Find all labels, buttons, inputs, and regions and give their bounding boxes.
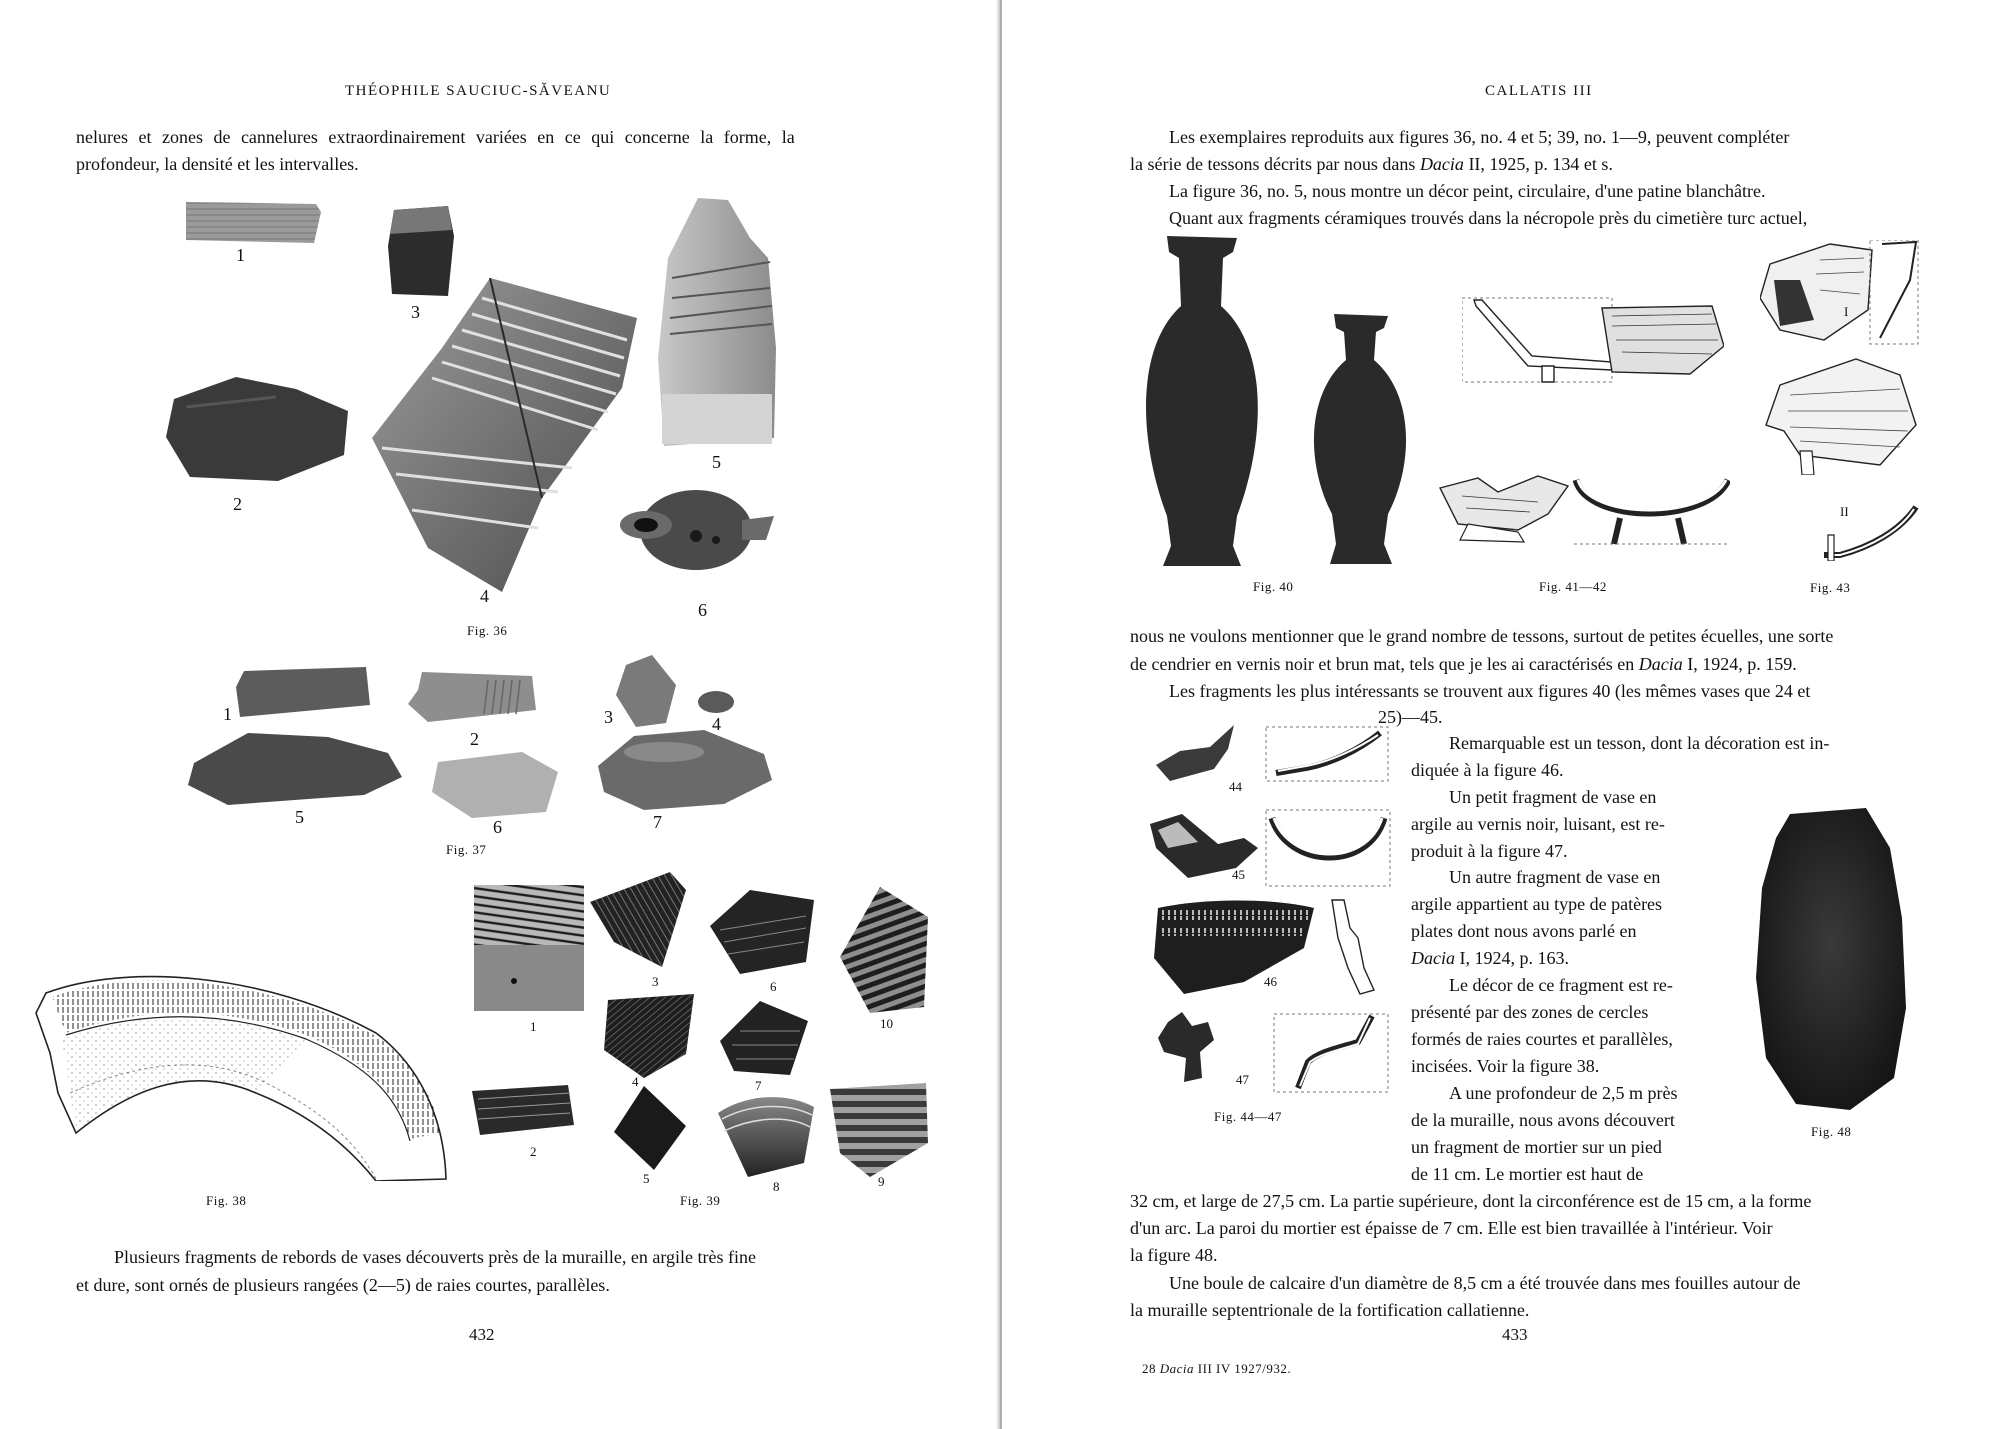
fig36-fragment-5	[658, 198, 776, 446]
p7-line-4: Dacia I, 1924, p. 163.	[1411, 948, 1569, 968]
p10-line-2: la muraille septentrionale de la fortification callatienne.	[1130, 1300, 1530, 1320]
fig45-sherd-and-profile	[1148, 808, 1392, 888]
fig36-label-4: 4	[480, 586, 489, 606]
fig41-profile-and-sherd	[1462, 296, 1724, 386]
fig40-vase-small	[1304, 314, 1416, 564]
fig39-sherd-3	[590, 872, 686, 967]
p2-line-1: La figure 36, no. 5, nous montre un décor peint, circulaire, d'une patine blanchâtre.	[1169, 181, 1766, 201]
fig48-mortar-fragment	[1756, 808, 1906, 1110]
fig45-label: 45	[1232, 867, 1245, 882]
p4-line-1: Les fragments les plus intéressants se trouvent aux figures 40 (les mêmes vases que 24 et	[1169, 681, 1811, 701]
footer-signature: 28 Dacia III IV 1927/932.	[1142, 1361, 1292, 1376]
p7-line-3: plates dont nous avons parlé en	[1411, 921, 1637, 941]
fig44-47-caption: Fig. 44—47	[1214, 1109, 1282, 1124]
p7-line-2: argile appartient au type de patères	[1411, 894, 1663, 914]
fig39-sherd-7	[720, 1001, 808, 1075]
right-page	[1002, 0, 2000, 1429]
p9-line-5: 32 cm, et large de 27,5 cm. La partie supérieure, dont la circonférence est de 15 cm, a la forme	[1130, 1191, 1812, 1211]
fig39-label-4: 4	[632, 1074, 639, 1089]
fig37-label-4: 4	[712, 714, 721, 734]
closing-line-2: et dure, sont ornés de plusieurs rangées (2—5) de raies courtes, parallèles.	[76, 1275, 610, 1295]
fig37-fragment-5	[188, 733, 404, 805]
fig44-label: 44	[1229, 779, 1242, 794]
fig37-fragment-7	[594, 730, 774, 810]
fig39-sherd-2	[472, 1085, 574, 1135]
fig37-label-3: 3	[604, 707, 613, 727]
fig36-label-1: 1	[236, 245, 245, 265]
fig40-caption: Fig. 40	[1253, 579, 1294, 594]
fig36-fragment-6-lamp	[616, 480, 774, 575]
fig36-label-5: 5	[712, 452, 721, 472]
p5-line-2: diquée à la figure 46.	[1411, 760, 1564, 780]
fig47-sherd-and-profile	[1158, 1012, 1390, 1096]
p9-line-1: A une profondeur de 2,5 m près	[1449, 1083, 1678, 1103]
fig36-fragment-4	[372, 278, 637, 592]
p9-line-6: d'un arc. La paroi du mortier est épaisse de 7 cm. Elle est bien travaillée à l'intérieur. Voir	[1130, 1218, 1773, 1238]
fig43-fragment-II	[1760, 355, 1920, 475]
fig38-caption: Fig. 38	[206, 1193, 247, 1208]
p6-line-2: argile au vernis noir, luisant, est re-	[1411, 814, 1665, 834]
fig39-caption: Fig. 39	[680, 1193, 721, 1208]
fig39-sherd-8	[718, 1093, 814, 1177]
p3-line-1: nous ne voulons mentionner que le grand nombre de tessons, surtout de petites écuelles, une sorte	[1130, 626, 1834, 646]
fig36-fragment-1	[186, 200, 321, 243]
p9-line-3: un fragment de mortier sur un pied	[1411, 1137, 1662, 1157]
fig39-sherd-1	[474, 885, 584, 1011]
p6-line-3: produit à la figure 47.	[1411, 841, 1568, 861]
fig37-fragment-2	[408, 670, 536, 722]
p8-line-4: incisées. Voir la figure 38.	[1411, 1056, 1600, 1076]
fig46-label: 46	[1264, 974, 1277, 989]
fig39-label-5: 5	[643, 1171, 650, 1186]
p9-line-2: de la muraille, nous avons découvert	[1411, 1110, 1675, 1130]
p10-line-1: Une boule de calcaire d'un diamètre de 8,5 cm a été trouvée dans mes fouilles autour de	[1169, 1273, 1801, 1293]
fig37-label-2: 2	[470, 729, 479, 749]
p8-line-1: Le décor de ce fragment est re-	[1449, 975, 1673, 995]
intro-line-1: nelures et zones de cannelures extraordinairement variées en ce qui concerne la forme, la	[76, 127, 795, 147]
fig37-label-5: 5	[295, 807, 304, 827]
running-head-left: THÉOPHILE SAUCIUC-SĂVEANU	[345, 83, 612, 99]
p8-line-2: présenté par des zones de cercles	[1411, 1002, 1649, 1022]
fig43-fragment-I	[1760, 240, 1920, 346]
fig37-fragment-3	[616, 655, 678, 727]
p1-line-1: Les exemplaires reproduits aux figures 36, no. 4 et 5; 39, no. 1—9, peuvent compléter	[1169, 127, 1790, 147]
fig43-label-I: I	[1844, 304, 1849, 319]
fig37-fragment-1	[236, 667, 370, 717]
page-number-right: 433	[1502, 1325, 1528, 1344]
fig39-label-9: 9	[878, 1174, 885, 1189]
fig39-label-10: 10	[880, 1016, 893, 1031]
fig39-sherd-9	[830, 1083, 928, 1177]
fig43-caption: Fig. 43	[1810, 580, 1851, 595]
p7-line-1: Un autre fragment de vase en	[1449, 867, 1661, 887]
fig43-label-II: II	[1840, 504, 1849, 519]
fig39-sherd-4	[604, 994, 696, 1078]
p9-line-7: la figure 48.	[1130, 1245, 1218, 1265]
p4-line-2: 25)—45.	[1378, 707, 1443, 727]
fig41-42-caption: Fig. 41—42	[1539, 579, 1607, 594]
fig39-label-7: 7	[755, 1078, 762, 1093]
fig43-profile-II	[1820, 505, 1920, 561]
fig47-label: 47	[1236, 1072, 1249, 1087]
fig39-sherd-6	[710, 890, 814, 974]
fig48-caption: Fig. 48	[1811, 1124, 1852, 1139]
p5-line-1: Remarquable est un tesson, dont la décoration est in-	[1449, 733, 1830, 753]
intro-line-2: profondeur, la densité et les intervalles.	[76, 154, 359, 174]
fig37-fragment-4	[697, 690, 735, 714]
fig37-caption: Fig. 37	[446, 842, 487, 857]
fig36-label-2: 2	[233, 494, 242, 514]
fig36-fragment-2	[166, 377, 350, 481]
fig39-label-2: 2	[530, 1144, 537, 1159]
fig39-label-6: 6	[770, 979, 777, 994]
p6-line-1: Un petit fragment de vase en	[1449, 787, 1657, 807]
fig37-label-1: 1	[223, 704, 232, 724]
fig36-label-6: 6	[698, 600, 707, 620]
fig39-label-8: 8	[773, 1179, 780, 1194]
closing-line-1: Plusieurs fragments de rebords de vases découverts près de la muraille, en argile très fine	[114, 1247, 756, 1267]
p1-line-2: la série de tessons décrits par nous dans Dacia II, 1925, p. 134 et s.	[1130, 154, 1613, 174]
fig39-sherd-10	[840, 887, 928, 1013]
running-head-right: CALLATIS III	[1485, 83, 1593, 99]
p2-line-2: Quant aux fragments céramiques trouvés dans la nécropole près du cimetière turc actuel,	[1169, 208, 1808, 228]
fig42-bowl-and-profile	[1438, 474, 1730, 546]
fig37-fragment-6	[432, 752, 560, 818]
fig39-label-3: 3	[652, 974, 659, 989]
p9-line-4: de 11 cm. Le mortier est haut de	[1411, 1164, 1644, 1184]
fig37-label-6: 6	[493, 817, 502, 837]
fig40-vase-large	[1137, 236, 1267, 566]
fig39-label-1: 1	[530, 1019, 537, 1034]
fig37-label-7: 7	[653, 812, 662, 832]
fig39-sherd-5	[614, 1086, 686, 1170]
page-number-left: 432	[469, 1325, 495, 1344]
p3-line-2: de cendrier en vernis noir et brun mat, tels que je les ai caractérisés en Dacia I, 1924, p. 159.	[1130, 654, 1797, 674]
fig36-label-3: 3	[411, 302, 420, 322]
fig38-rim-fragment	[6, 943, 447, 1181]
p8-line-3: formés de raies courtes et parallèles,	[1411, 1029, 1673, 1049]
fig36-caption: Fig. 36	[467, 623, 508, 638]
fig44-sherd-and-profile	[1150, 725, 1390, 789]
